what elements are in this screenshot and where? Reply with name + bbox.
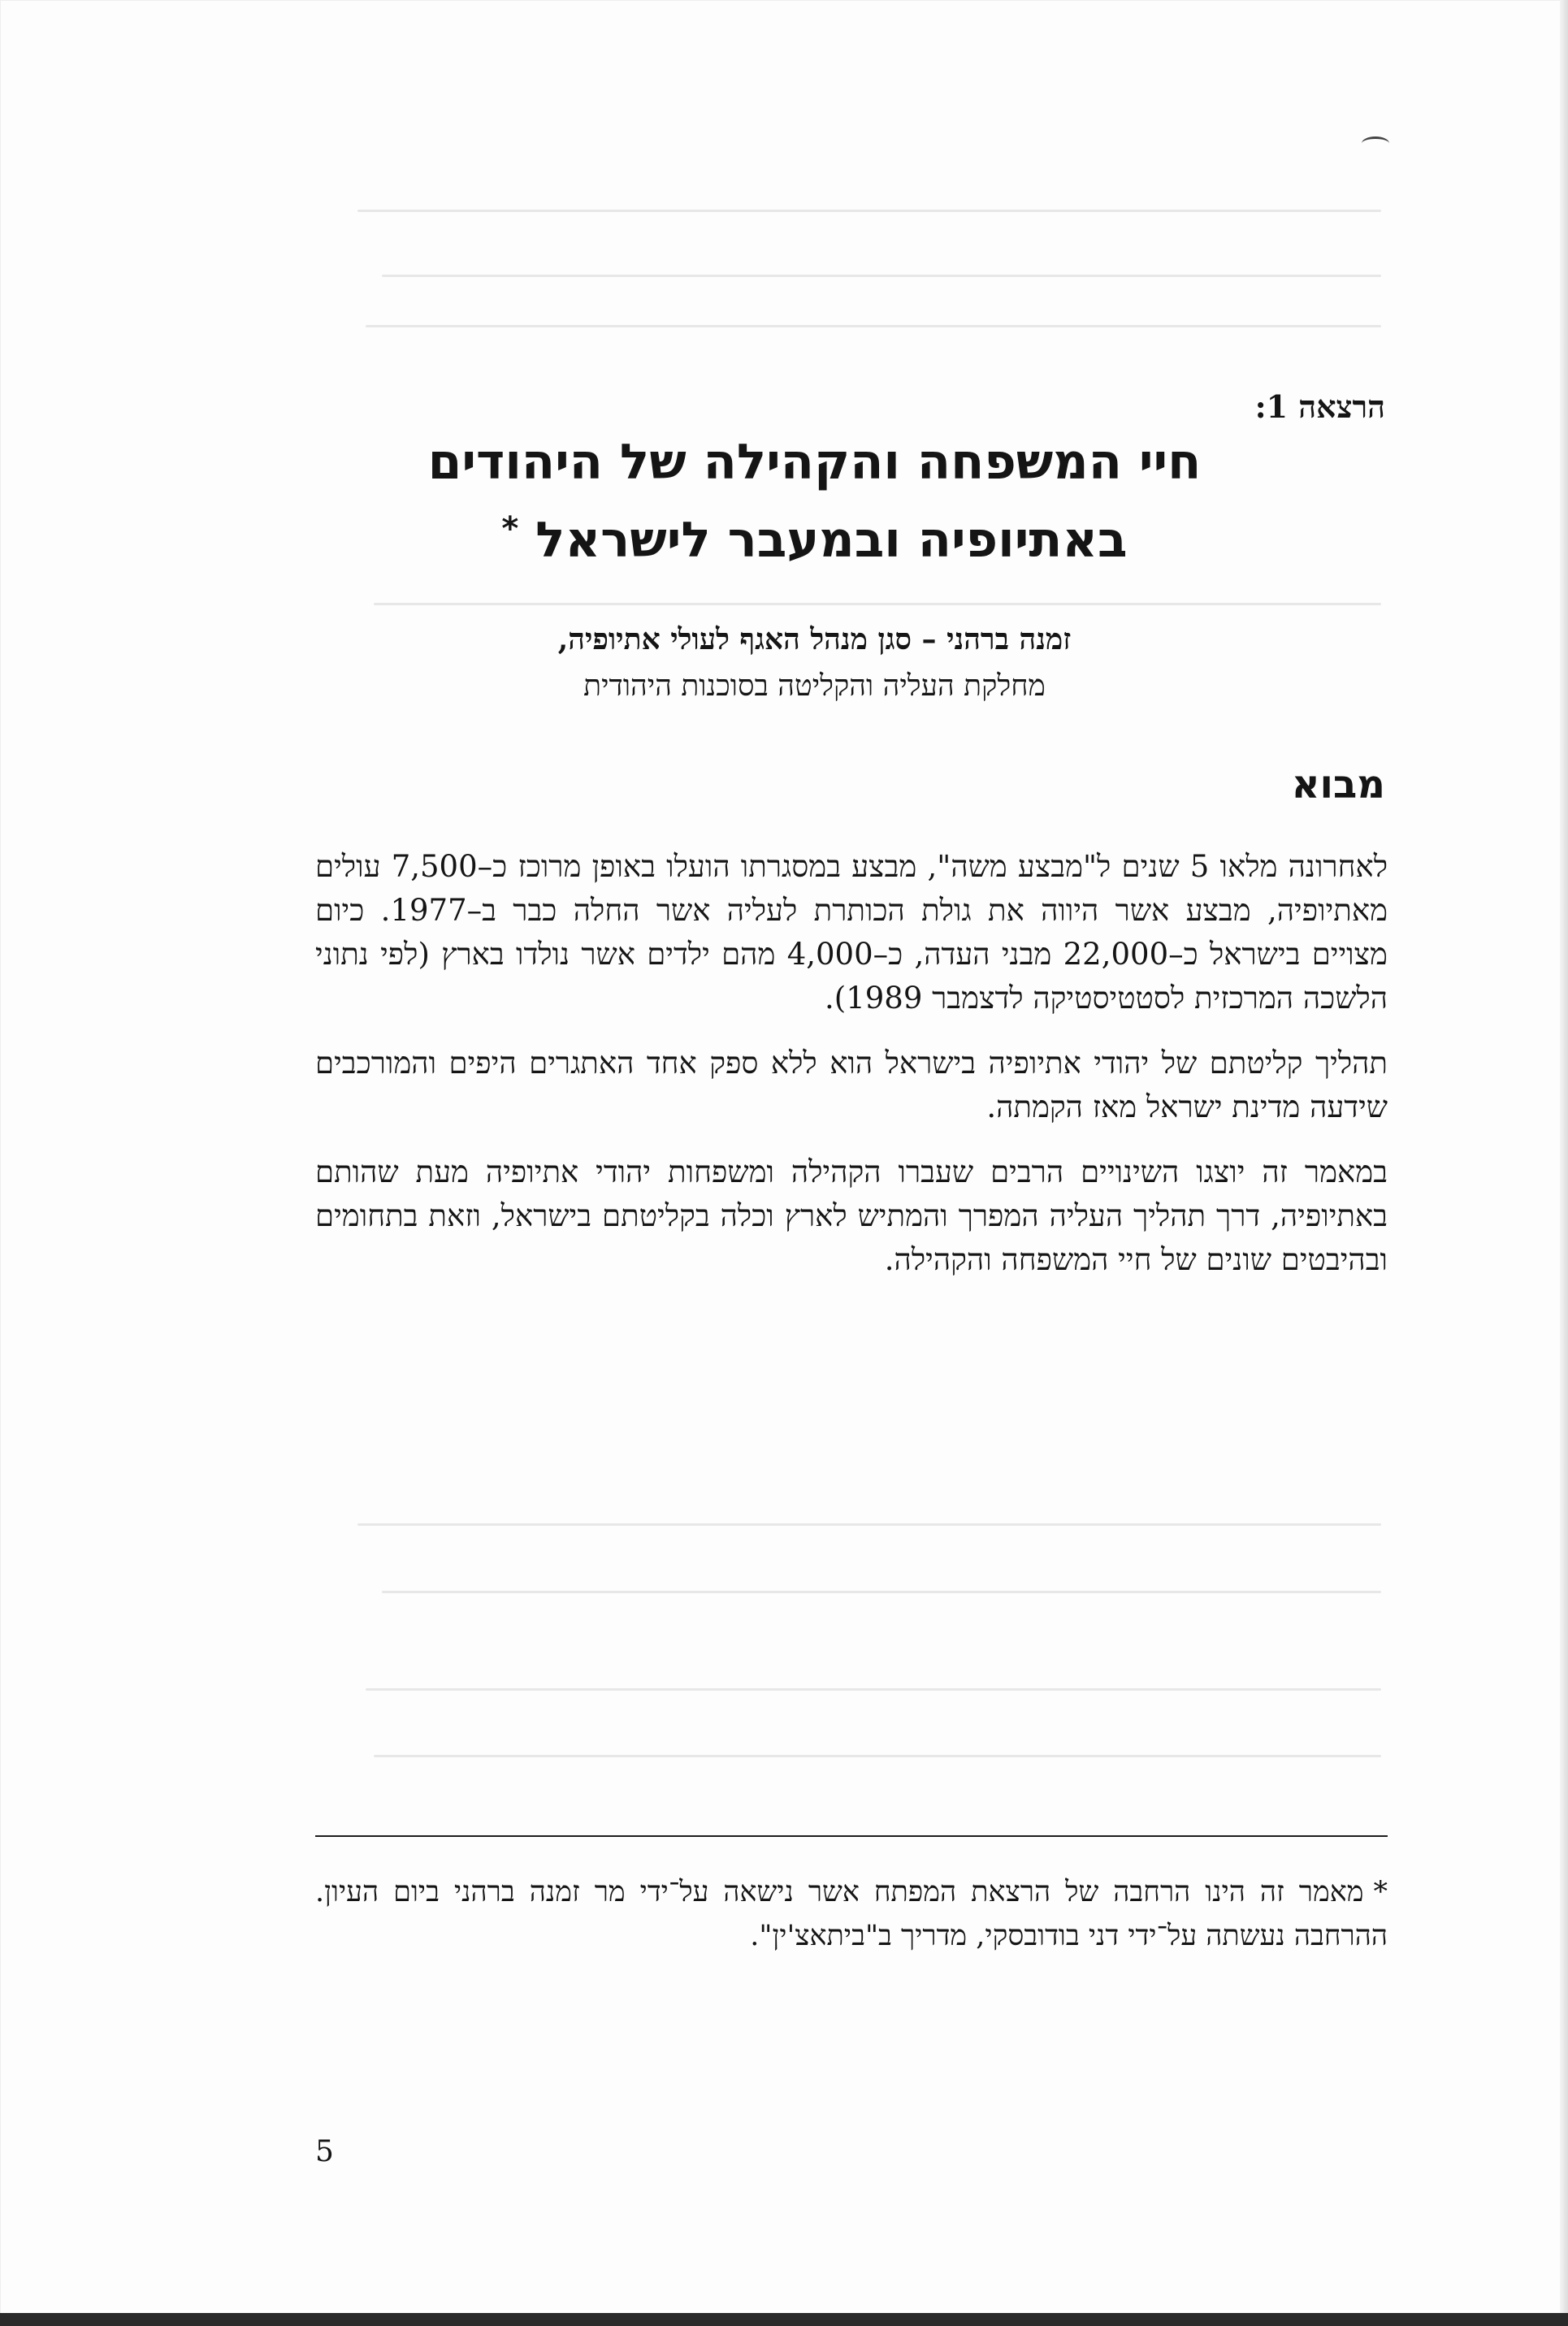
paragraph: לאחרונה מלאו 5 שנים ל"מבצע משה", מבצע במסגרתו הועלו באופן מרוכז כ–7,500 עולים מאתיופיה, מבצע אשר היווה את גולת הכותרת לעליה אשר החלה כבר ב–1977. כיום מצויים בישראל כ–22,000 מבני העדה, כ–4,000 מהם ילדים אשר נולדו בארץ (לפי נתוני הלשכה המרכזית לסטטיסטיקה לדצמבר 1989). [315,849,1388,1016]
footnote-divider [315,1835,1388,1837]
page-title [244,429,1385,574]
title-line-2-text: באתיופיה ובמעבר לישראל [535,512,1128,569]
section-heading: מבוא [1291,762,1385,808]
corner-pen-mark [1362,136,1389,150]
show-through-line [374,1755,1381,1757]
show-through-line [366,1688,1381,1691]
footnote-marker: * [1373,1876,1388,1908]
paragraph: במאמר זה יוצגו השינויים הרבים שעברו הקהילה ומשפחות יהודי אתיופיה מעת שהותם באתיופיה, דרך תהליך העליה המפרך והמתיש לארץ וכלה בקליטתם בישראל, וזאת בתחומים ובהיבטים שונים של חיי המשפחה והקהילה. [315,1154,1388,1277]
lecture-label: הרצאה 1: [1254,388,1385,425]
footnote [315,1870,1388,1958]
scan-edge [0,2313,1568,2326]
paragraph: תהליך קליטתם של יהודי אתיופיה בישראל הוא ללא ספק אחד האתגרים היפים והמורכבים שידעה מדינת ישראל מאז הקמתה. [315,1046,1388,1124]
title-footnote-marker: * [501,510,519,548]
author-name: זמנה ברהני – סגן מנהל האגף לעולי אתיופיה, [557,622,1072,656]
title-line-1: חיי המשפחה והקהילה של היהודים [427,434,1202,491]
body-text [315,845,1388,1303]
page-number: 5 [315,2135,334,2168]
show-through-line [382,275,1381,277]
show-through-line [357,210,1381,212]
show-through-line [374,603,1381,605]
title-line-2 [244,496,1385,574]
scan-edge [1560,0,1568,2326]
footnote-text: מאמר זה הינו הרחבה של הרצאת המפתח אשר נישאה על־ידי מר זמנה ברהני ביום העיון. ההרחבה נעשתה על־ידי דני בודובסקי, מדריך ב"ביתאצ'ין". [315,1876,1388,1952]
show-through-line [357,1523,1381,1526]
show-through-line [366,325,1381,327]
author-credit [244,616,1385,710]
show-through-line [382,1591,1381,1593]
author-department: מחלקת העליה והקליטה בסוכנות היהודית [583,669,1046,703]
